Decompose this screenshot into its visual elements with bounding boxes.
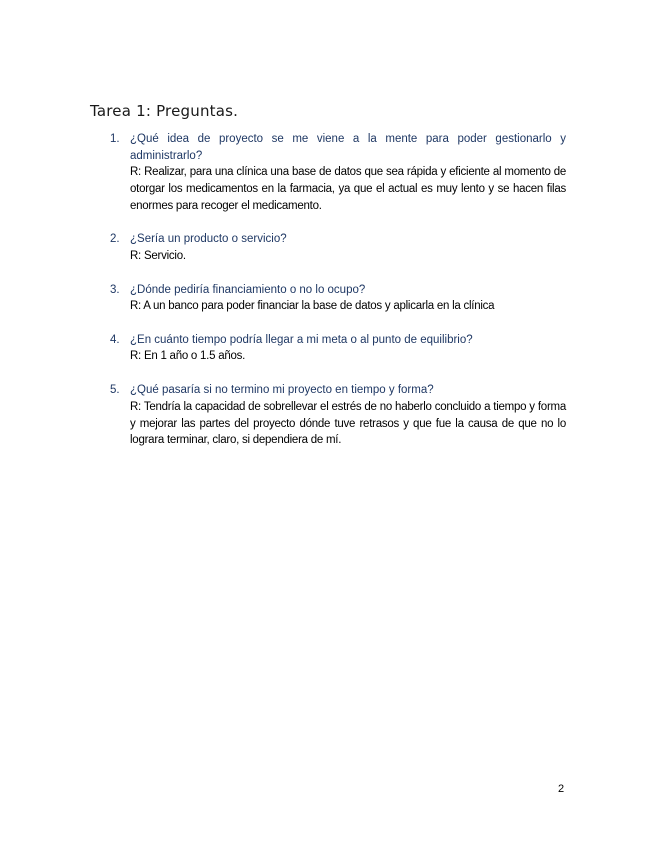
answer-text: R: Tendría la capacidad de sobrellevar el estrés de no haberlo concluido a tiempo y forma y mejorar las partes del proyecto dónde tuve retrasos y que fue la causa de que no lo lograra terminar, claro, si dependiera de mí. [130, 400, 566, 447]
question-text: ¿Dónde pediría financiamiento o no lo ocupo? [130, 283, 366, 296]
question-text: ¿Qué pasaría si no termino mi proyecto en tiempo y forma? [130, 384, 434, 397]
question-item-5 [108, 382, 566, 449]
question-text: ¿En cuánto tiempo podría llegar a mi meta o al punto de equilibrio? [130, 333, 473, 346]
question-item-3 [108, 282, 566, 315]
answer-text: R: Realizar, para una clínica una base de datos que sea rápida y eficiente al momento de otorgar los medicamentos en la farmacia, ya que el actual es muy lento y se hacen filas enormes para recoger el medicamento. [130, 166, 566, 212]
question-item-4 [108, 332, 566, 365]
answer-text: R: En 1 año o 1.5 años. [130, 350, 246, 363]
question-number: 3. [110, 283, 120, 296]
question-number: 4. [110, 333, 120, 346]
question-text: ¿Qué idea de proyecto se me viene a la mente para poder gestionarlo y administrarlo? [130, 133, 566, 162]
question-list [108, 131, 566, 466]
question-number: 5. [110, 384, 120, 397]
question-number: 1. [110, 133, 120, 145]
answer-text: R: A un banco para poder financiar la base de datos y aplicarla en la clínica [130, 300, 495, 313]
question-number: 2. [110, 233, 120, 246]
page-title: Tarea 1: Preguntas. [90, 102, 239, 120]
question-text: ¿Sería un producto o servicio? [130, 233, 287, 246]
page-number: 2 [558, 783, 565, 795]
question-item-1 [108, 131, 566, 214]
answer-text: R: Servicio. [130, 249, 186, 262]
question-item-2 [108, 231, 566, 264]
